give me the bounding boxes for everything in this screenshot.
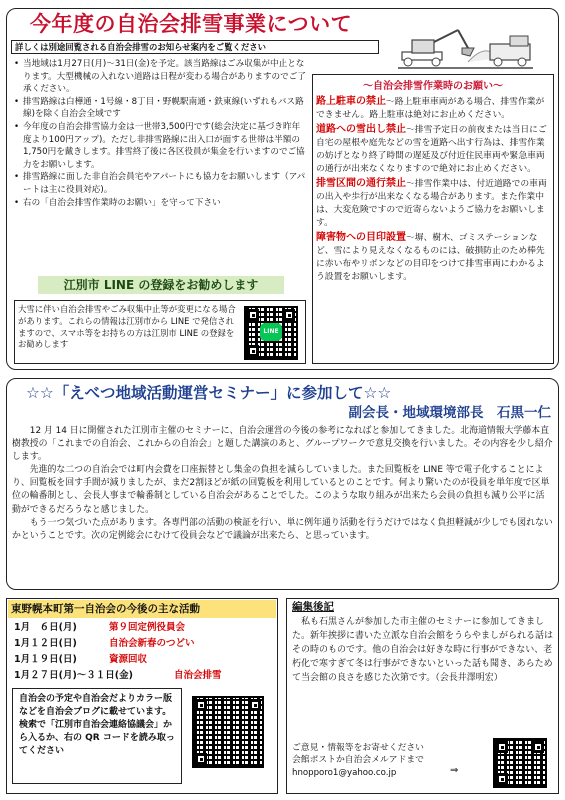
line-logo-icon: LINE <box>260 323 282 341</box>
seminar-body <box>12 425 553 543</box>
snow-removal-details <box>14 58 306 209</box>
seminar-title: ☆☆「えべつ地域活動運営セミナー」に参加して☆☆ <box>26 384 392 402</box>
schedule-row: 1月 ６日(月) 第９回定例役員会 <box>14 622 186 633</box>
schedule-row: 1月１９日(日) 資源回収 <box>14 654 148 665</box>
seminar-paragraph: 12 月 14 日に開催された江別市主催のセミナーに、自治会運営の今後の参考になればと参加してきました。北海道情報大学藤本直樹教授の「これまでの自治会、これからの自治会」と題した講演のあと、グループワークで意見交換を行いました。その内容を少し紹介します。 <box>12 426 553 463</box>
seminar-author: 副会長・地域環境部長 石黒一仁 <box>348 405 551 421</box>
editor-note-text: 私も石黒さんが参加した市主催のセミナーに参加してきました。新年挨拶に書いた立派な自治会館をうらやましがられる話はその時のものです。他の自治会は好きな時に行事ができない、老朽化で寒すぎて冬は行事ができないといった話も聞き、あらためて当会館の良さを感じた次第です。（会長井澤明宏） <box>292 617 554 683</box>
snow-request-list <box>316 95 550 284</box>
schedule-row: 1月１２日(日) 自治会新春のつどい <box>14 638 195 649</box>
snow-removal-title: 今年度の自治会排雪事業について <box>30 12 353 36</box>
detail-item: • 今年度の自治会排雪協力金は一世帯3,500円です(総会決定に基づき昨年度より100円アップ)。ただし非排雪路線に出入口が面する世帯は半額の1,750円を戴きします。排雪終了後に各区役員が集金を行いますのでご協力をお願いします。 <box>14 121 306 171</box>
detail-item: • 右の「自治会排雪作業時のお願い」を守って下さい <box>14 197 306 210</box>
email-qr-code[interactable] <box>493 738 547 788</box>
line-notice-text: 大雪に伴い自治会排雪やごみ収集中止等が変更になる場合があります。これらの情報は江別市から LINE で発信されますので、スマホ等をお持ちの方は江別市 LINE の登録をお勧めします <box>18 304 236 350</box>
arrow-icon: ⇒ <box>450 765 459 776</box>
excavator-illustration <box>398 22 533 70</box>
blog-qr-code[interactable] <box>192 696 264 768</box>
detail-item: • 排雪路線に面した非自治会員宅やアパートにも協力をお願いします（アパートは主に役員対応)。 <box>14 171 306 196</box>
seminar-paragraph: 先進的な二つの自治会では町内会費を口座振替とし集金の負担を減らしていました。また回覧板を LINE 等で電子化することにより、回覧板を回す手間が減りましたが、まだ2割ほどが紙の回覧板を利用しているとのことです。何より驚いたのが役員を単年度で区単位の輪番制とし、会長人事まで輪番制としている自治会があることでした。このような取り組みが出来たら会員の負担も減り公平に活動ができるだろうなと感じました。 <box>12 465 550 515</box>
snow-removal-subtitle: 詳しくは別途回覧される自治会排雪のお知らせ案内をご覧ください <box>11 40 379 54</box>
activities-title: 東野幌本町第一自治会の今後の主な活動 <box>8 600 276 618</box>
detail-item: • 当地域は1月27日(月)～31日(金)を予定。該当路線はごみ収集が中止となります。大型機械の入れない道路は日程が変わる場合がありますのでご了承ください。 <box>14 58 306 96</box>
seminar-paragraph: もう一つ気づいた点があります。各専門部の活動の検証を行い、単に例年通り活動を行うだけではなく負担軽減が少しでも図れないかということです。次の定例総会にむけて役員会などで議論が出来たら、と思っています。 <box>12 517 553 541</box>
request-obstacle-markers: 障害物への目印設置～塀、樹木、ゴミステーションなど、雪により見えなくなるものには、破損防止のため棒先に赤い布やリボンなどの目印をつけて排雪車両にわかるよう設置をお願いします。 <box>316 232 545 282</box>
email-address[interactable]: hnopporo1@yahoo.co.jp <box>292 768 397 778</box>
activities-schedule <box>14 620 276 684</box>
detail-item: • 排雪路線は白樺通・1号線・8丁目・野幌駅南通・鉄東線(いずれもバス路線)を除く自治会全域です <box>14 96 306 121</box>
schedule-row: 1月２７日(月)～３１日(金) 自治会排雪 <box>14 670 222 681</box>
request-no-snow-dumping: 道路への雪出し禁止～排雪予定日の前夜または当日にご自宅の屋根や庭先などの雪を道路へ出す行為は、排雪作業の妨げとなり終了時間の遅延及び付近住民車両や緊急車両の通行が出来なくなりますので絶対にお止めください。 <box>316 124 547 174</box>
editor-contact-text: ご意見・情報等をお寄せください 会館ポストか自治会メルアドまで <box>292 743 424 765</box>
line-banner: 江別市 LINE の登録をお勧めします <box>38 276 284 294</box>
request-no-parking: 路上駐車の禁止～路上駐車車両がある場合、排雪作業ができません。路上駐車は絶対にお止めください。 <box>316 96 545 120</box>
editor-note-title: 編集後記 <box>292 601 334 613</box>
blog-note: 自治会の予定や自治会だよりカラー版などを自治会ブログに載せています。検索で「江別市自治会連絡協議会」から入るか、右の QR コードを読み取ってください <box>12 688 182 784</box>
request-no-passing: 排雪区間の通行禁止～排雪作業中は、付近道路での車両の出入や歩行が出来なくなる場合があります。また作業中は、大変危険ですので近寄らないようご協力をお願いします。 <box>316 178 547 228</box>
snow-request-heading: ～自治会排雪作業時のお願い～ <box>363 81 503 92</box>
